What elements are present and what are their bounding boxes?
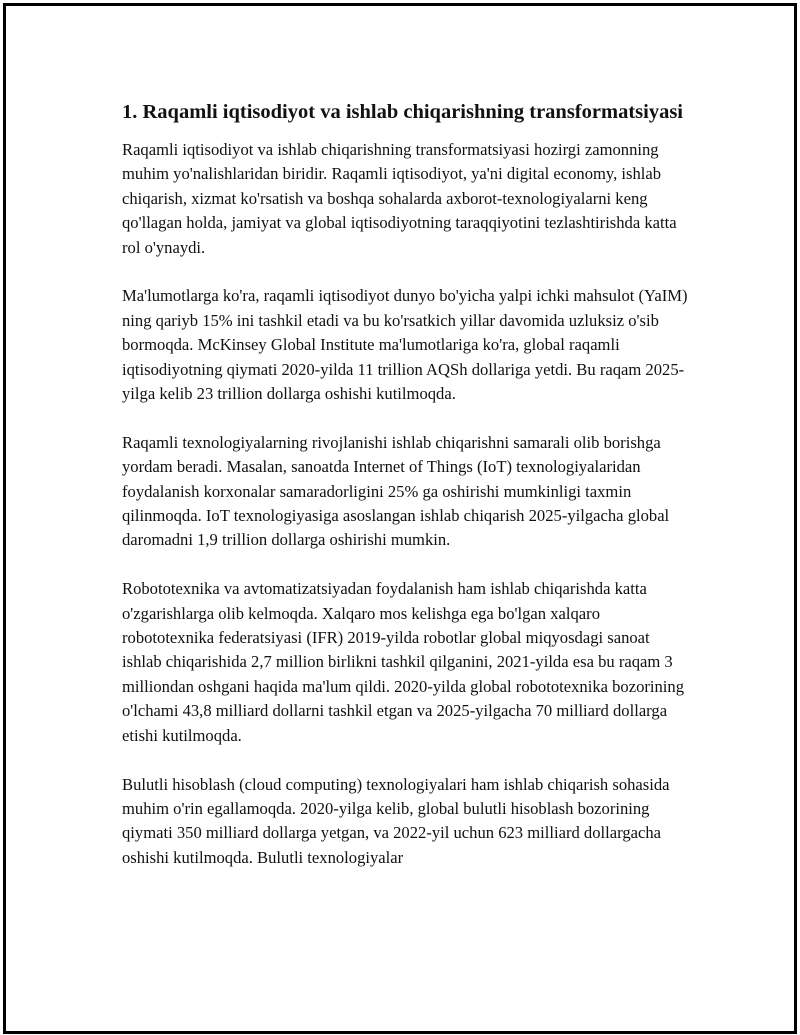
document-page <box>3 3 797 1034</box>
paragraph-intro: Raqamli iqtisodiyot va ishlab chiqarishning transformatsiyasi hozirgi zamonning muhim yo'nalishlaridan biridir. Raqamli iqtisodiyot, ya'ni digital economy, ishlab chiqarish, xizmat ko'rsatish va boshqa sohalarda axborot-texnologiyalarni keng qo'llagan holda, jamiyat va global iqtisodiyotning taraqqiyotini tezlashtirishda katta rol o'ynaydi. <box>122 140 677 257</box>
page-content <box>122 98 692 895</box>
paragraph-cloud-computing: Bulutli hisoblash (cloud computing) texnologiyalari ham ishlab chiqarish sohasida muhim o'rin egallamoqda. 2020-yilga kelib, global bulutli hisoblash bozorining qiymati 350 milliard dollarga yetgan, va 2022-yil uchun 623 milliard dollargacha oshishi kutilmoqda. Bulutli texnologiyalar <box>122 774 670 867</box>
paragraph-robotics: Robototexnika va avtomatizatsiyadan foydalanish ham ishlab chiqarishda katta o'zgarishlarga olib kelmoqda. Xalqaro mos kelishga ega bo'lgan xalqaro robototexnika federatsiyasi (IFR) 2019-yilda robotlar global miqyosdagi sanoat ishlab chiqarishida 2,7 million birlikni tashkil qilganini, 2021-yilda esa bu raqam 3 milliondan oshgani haqida ma'lum qildi. 2020-yilda global robototexnika bozorining o'lchami 43,8 milliard dollarni tashkil etgan va 2025-yilgacha 70 milliard dollarga etishi kutilmoqda. <box>122 579 685 745</box>
section-heading: 1. Raqamli iqtisodiyot va ishlab chiqarishning transformatsiyasi <box>122 101 683 123</box>
paragraph-iot: Raqamli texnologiyalarning rivojlanishi ishlab chiqarishni samarali olib borishga yordam beradi. Masalan, sanoatda Internet of Things (IoT) texnologiyalaridan foydalanish korxonalar samaradorligini 25% ga oshirishi mumkinligi taxmin qilinmoqda. IoT texnologiyasiga asoslangan ishlab chiqarish 2025-yilgacha global daromadni 1,9 trillion dollarga oshirishi mumkin. <box>122 432 670 550</box>
paragraph-gdp-share: Ma'lumotlarga ko'ra, raqamli iqtisodiyot dunyo bo'yicha yalpi ichki mahsulot (YaIM) ning qariyb 15% ini tashkil etadi va bu ko'rsatkich yillar davomida uzluksiz o'sib bormoqda. McKinsey Global Institute ma'lumotlariga ko'ra, global raqamli iqtisodiyotning qiymati 2020-yilda 11 trillion AQSh dollariga yetdi. Bu raqam 2025-yilga kelib 23 trillion dollarga oshishi kutilmoqda. <box>122 286 688 404</box>
